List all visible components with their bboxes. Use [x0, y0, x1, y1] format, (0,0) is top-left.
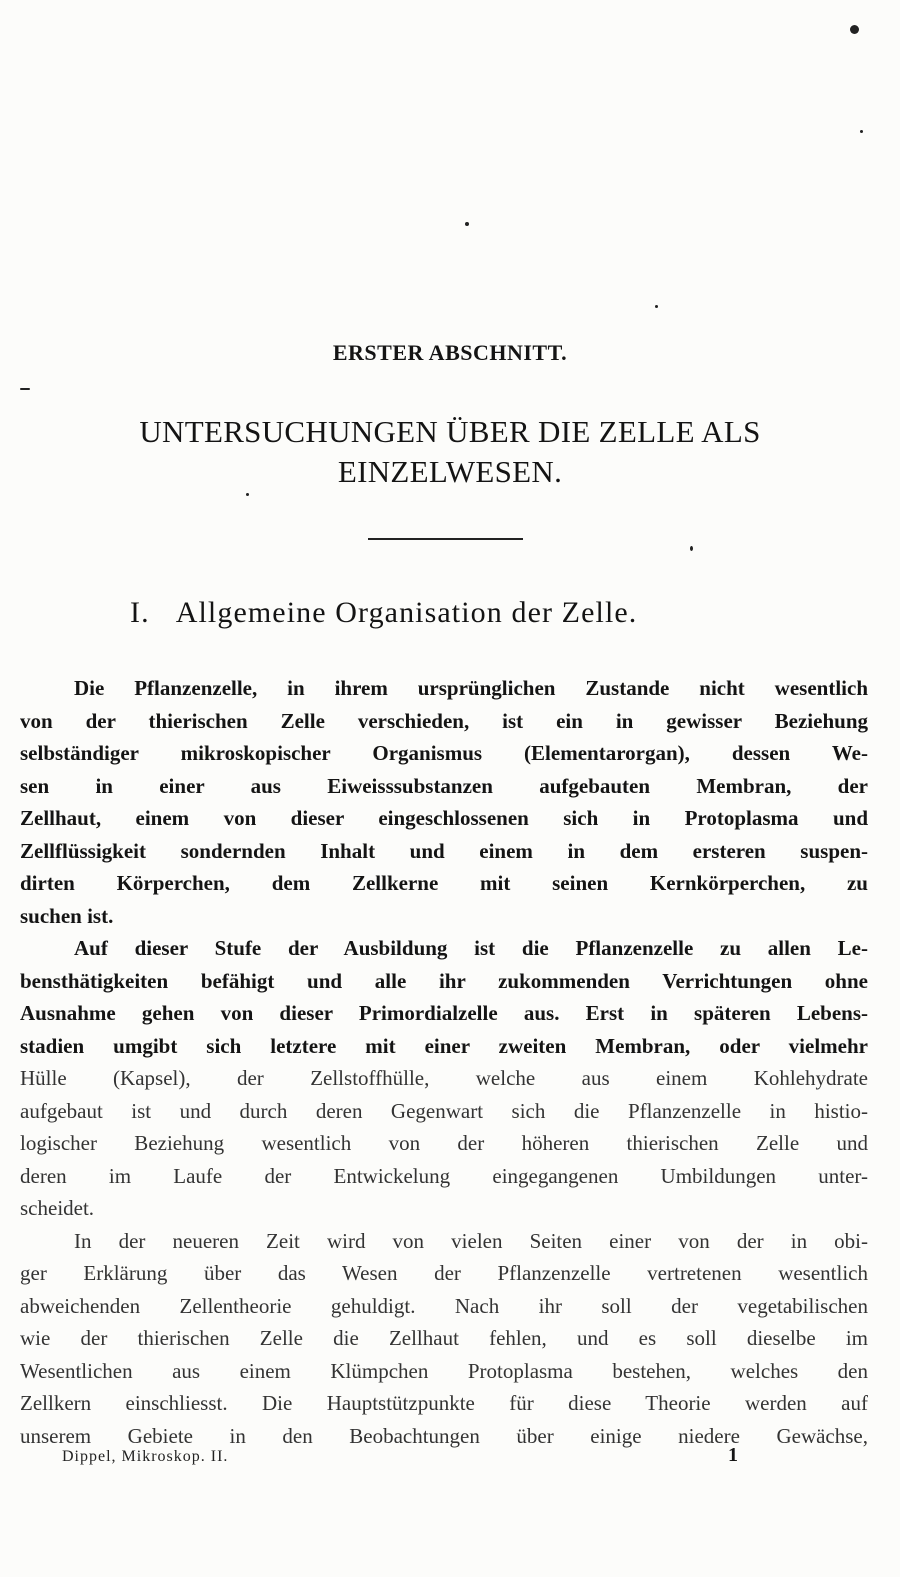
text-line: suchen ist.	[20, 903, 114, 928]
text-line: Ausnahme gehen von dieser Primordialzelle aus. Erst in späteren Lebens-	[20, 1001, 868, 1025]
text-line: aufgebaut ist und durch deren Gegenwart sich die Pflanzenzelle in histio-	[20, 1098, 868, 1123]
paragraph-2	[20, 932, 868, 1225]
text-line: Zellhaut, einem von dieser eingeschlossenen sich in Protoplasma und	[20, 806, 868, 830]
text-line: ger Erklärung über das Wesen der Pflanzenzelle vertretenen wesentlich	[20, 1261, 868, 1285]
body-text	[20, 672, 868, 1452]
print-speck	[246, 493, 249, 496]
text-line: stadien umgibt sich letztere mit einer zweiten Membran, oder vielmehr	[20, 1033, 868, 1058]
print-speck	[850, 25, 859, 34]
text-line: In der neueren Zeit wird von vielen Seiten einer von der in obi-	[74, 1228, 868, 1253]
paragraph-1	[20, 672, 868, 932]
paragraph-3	[20, 1225, 868, 1453]
footer-signature: Dippel, Mikroskop. II.	[62, 1448, 229, 1465]
text-line: unserem Gebiete in den Beobachtungen über einige niedere Gewächse,	[20, 1423, 868, 1448]
text-line: Zellflüssigkeit sondernden Inhalt und einem in dem ersteren suspen-	[20, 838, 868, 863]
text-line: von der thierischen Zelle verschieden, ist ein in gewisser Beziehung	[20, 708, 868, 733]
text-line: wie der thierischen Zelle die Zellhaut fehlen, und es soll dieselbe im	[20, 1326, 868, 1350]
text-line: scheidet.	[20, 1196, 95, 1220]
text-line: dirten Körperchen, dem Zellkerne mit seinen Kernkörperchen, zu	[20, 871, 868, 895]
print-speck	[20, 388, 30, 390]
chapter-title: Allgemeine Organisation der Zelle.	[175, 596, 638, 629]
section-divider	[368, 538, 523, 540]
section-title	[60, 412, 840, 492]
text-line: Die Pflanzenzelle, in ihrem ursprünglichen Zustande nicht wesentlich	[74, 676, 868, 700]
section-label: ERSTER ABSCHNITT.	[332, 340, 568, 365]
print-speck	[655, 305, 658, 308]
text-line: deren im Laufe der Entwickelung eingegangenen Umbildungen unter-	[20, 1163, 868, 1188]
text-line: sen in einer aus Eiweisssubstanzen aufgebauten Membran, der	[20, 773, 868, 798]
section-title-line: EINZELWESEN.	[337, 454, 563, 489]
chapter-number: I.	[130, 596, 150, 629]
text-line: logischer Beziehung wesentlich von der höheren thierischen Zelle und	[20, 1131, 868, 1155]
text-line: selbständiger mikroskopischer Organismus (Elementarorgan), dessen We-	[20, 741, 868, 765]
print-speck	[690, 546, 693, 551]
text-line: Zellkern einschliesst. Die Hauptstützpunkte für diese Theorie werden auf	[20, 1391, 868, 1415]
text-line: bensthätigkeiten befähigt und alle ihr zukommenden Verrichtungen ohne	[20, 968, 868, 993]
print-speck	[465, 222, 469, 226]
text-line: Wesentlichen aus einem Klümpchen Protoplasma bestehen, welches den	[20, 1358, 868, 1383]
chapter-heading	[130, 596, 637, 630]
text-line: Auf dieser Stufe der Ausbildung ist die Pflanzenzelle zu allen Le-	[74, 936, 868, 960]
print-speck	[860, 130, 863, 133]
text-line: abweichenden Zellentheorie gehuldigt. Nach ihr soll der vegetabilischen	[20, 1293, 868, 1318]
section-title-line: UNTERSUCHUNGEN ÜBER DIE ZELLE ALS	[139, 414, 761, 449]
page-number: 1	[728, 1444, 738, 1466]
text-line: Hülle (Kapsel), der Zellstoffhülle, welche aus einem Kohlehydrate	[20, 1066, 868, 1090]
